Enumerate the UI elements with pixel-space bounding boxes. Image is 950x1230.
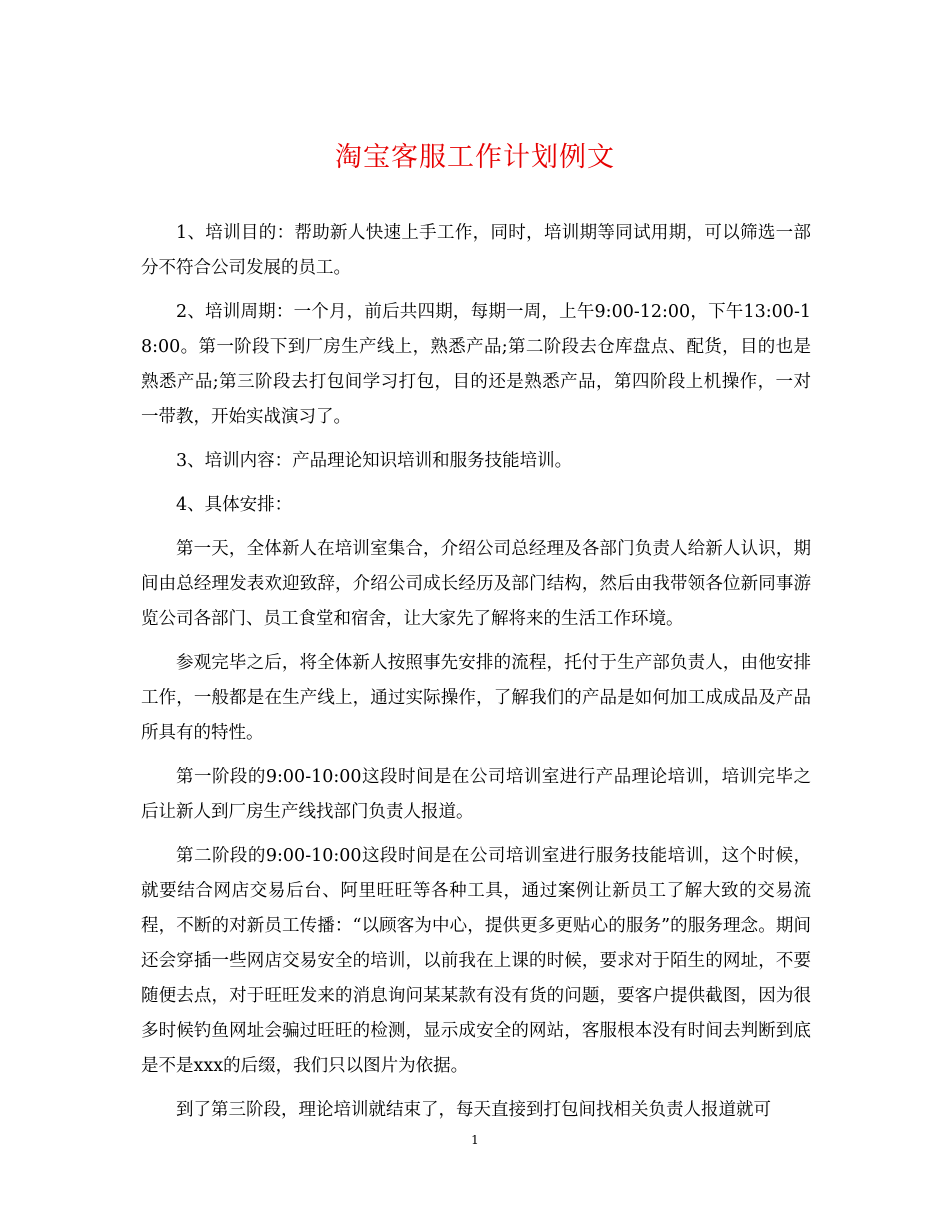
paragraph-stage-three: 到了第三阶段，理论培训就结束了，每天直接到打包间找相关负责人报道就可 — [176, 1100, 771, 1120]
page-number: 1 — [471, 1133, 479, 1147]
paragraph-training-content: 3、培训内容：产品理论知识培训和服务技能培训。 — [176, 451, 573, 471]
paragraph-stage-one: 第一阶段的9:00-10:00这段时间是在公司培训室进行产品理论培训，培训完毕之后让新人到厂房生产线找部门负责人报道。 — [141, 767, 811, 822]
document-title: 淘宝客服工作计划例文 — [335, 142, 615, 173]
paragraph-stage-two: 第二阶段的9:00-10:00这段时间是在公司培训室进行服务技能培训，这个时候，就要结合网店交易后台、阿里旺旺等各种工具，通过案例让新员工了解大致的交易流程，不断的对新员工传播：“以顾客为中心，提供更多更贴心的服务”的服务理念。期间还会穿插一些网店交易安全的培训，以前我在上课的时候，要求对于陌生的网址，不要随便去点，对于旺旺发来的消息询问某某款有没有货的问题，要客户提供截图，因为很多时候钓鱼网址会骗过旺旺的检测，显示成安全的网站，客服根本没有时间去判断到底是不是xxx的后缀，我们只以图片为依据。 — [141, 846, 811, 1076]
paragraph-after-visit: 参观完毕之后，将全体新人按照事先安排的流程，托付于生产部负责人，由他安排工作，一般都是在生产线上，通过实际操作，了解我们的产品是如何加工成成品及产品所具有的特性。 — [141, 653, 811, 743]
paragraph-specific-arrangement: 4、具体安排： — [176, 495, 293, 515]
paragraph-first-day: 第一天，全体新人在培训室集合，介绍公司总经理及各部门负责人给新人认识，期间由总经理发表欢迎致辞，介绍公司成长经历及部门结构，然后由我带领各位新同事游览公司各部门、员工食堂和宿舍，让大家先了解将来的生活工作环境。 — [141, 539, 811, 629]
paragraph-training-purpose: 1、培训目的：帮助新人快速上手工作，同时，培训期等同试用期，可以筛选一部分不符合公司发展的员工。 — [141, 223, 811, 278]
paragraph-training-period: 2、培训周期：一个月，前后共四期，每期一周，上午9:00-12:00，下午13:00-18:00。第一阶段下到厂房生产线上，熟悉产品;第二阶段去仓库盘点、配货，目的也是熟悉产品;第三阶段去打包间学习打包，目的还是熟悉产品，第四阶段上机操作，一对一带教，开始实战演习了。 — [141, 302, 811, 427]
document-body — [141, 216, 811, 1137]
